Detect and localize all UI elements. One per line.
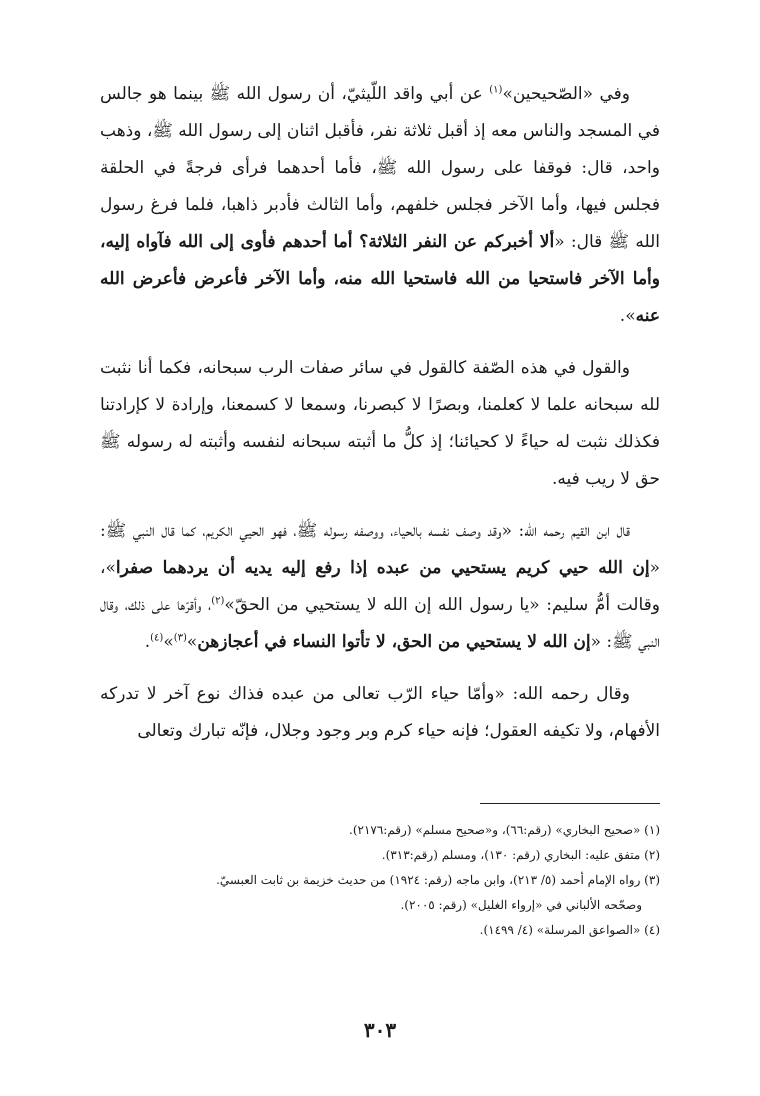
footnote-ref: (١) bbox=[489, 84, 503, 96]
text-run: . bbox=[144, 632, 151, 652]
footnote-ref: (٢) bbox=[211, 595, 225, 607]
hadith-quote: إن الله لا يستحيي من الحق، لا تأتوا النساء في أعجازهن bbox=[197, 632, 591, 652]
text-run: وقال رحمه الله: «وأمّا حياء الرّب تعالى من عبده فذاك نوع آخر لا تدركه الأفهام، ولا تكيفه العقول؛ فإنه حياء كرم وبر وجود وجلال، فإنّه تبارك وتعالى bbox=[100, 684, 660, 741]
footnote: (٢) متفق عليه: البخاري (رقم: ١٣٠)، ومسلم (رقم:٣١٣). bbox=[381, 848, 660, 862]
text-run: »، وقالت أمُّ سليم: «يا رسول الله إن الله لا يستحيي من الحقّ» bbox=[100, 558, 660, 615]
text-run: والقول في هذه الصّفة كالقول في سائر صفات الرب سبحانه، فكما أنا نثبت لله سبحانه علما لا كعلمنا، وبصرًا لا كبصرنا، وسمعا لا كسمعنا، وإرادة لا كإرادتنا فكذلك نثبت له حياءً لا كحيائنا؛ إذ كلُّ ما أثبته سبحانه لنفسه وأثبته له رسوله ﷺ حق لا ريب فيه. bbox=[100, 358, 660, 489]
footnote: (٣) رواه الإمام أحمد (٥/ ٢١٣)، وابن ماجه (رقم: ١٩٢٤) من حديث خزيمة بن ثابت العبسيّ. bbox=[216, 873, 660, 887]
text-run: » bbox=[186, 632, 198, 652]
text-run: وفي «الصّحيحين» bbox=[502, 84, 630, 104]
footnote: (٤) «الصواعق المرسلة» (٤/ ١٤٩٩). bbox=[479, 923, 660, 937]
text-run: عن أبي واقد اللّيثيّ، أن رسول الله ﷺ بينما هو جالس في المسجد والناس معه إذ أقبل ثلاثة نفر، فأقبل اثنان إلى رسول الله ﷺ، وذهب واحد، قال: فوقفا على رسول الله ﷺ، فأما أحدهما فرأى فرجةً في الحلقة فجلس فيها، وأما الآخر فجلس خلفهم، وأما الثالث فأدبر ذاهبا، فلما فرغ رسول الله ﷺ قال: « bbox=[100, 84, 660, 252]
footnote: وصحّحه الألباني في «إرواء الغليل» (رقم: ٢٠٠٥). bbox=[400, 898, 642, 912]
paragraph bbox=[100, 76, 660, 335]
footnotes bbox=[100, 818, 660, 943]
page-number: ٣٠٣ bbox=[363, 1018, 397, 1042]
text-run: ، وأقرّها على ذلك، وقال النبي ﷺ: « bbox=[100, 595, 660, 652]
main-text bbox=[100, 76, 660, 765]
paragraph bbox=[100, 350, 660, 498]
paragraph bbox=[100, 676, 660, 750]
text-run: » bbox=[163, 632, 174, 652]
footnote-ref: (٤) bbox=[150, 632, 164, 644]
text-run: ». bbox=[619, 306, 636, 326]
footnote-ref: (٣) bbox=[173, 632, 187, 644]
footnote-separator bbox=[480, 803, 660, 804]
text-run: قال ابن القيم رحمه الله: «وقد وصف نفسه بالحياء، ووصفه رسوله ﷺ، فهو الحيي الكريم، كما قال النبي ﷺ: « bbox=[100, 521, 660, 578]
footnote: (١) «صحيح البخاري» (رقم:٦٦)، و«صحيح مسلم» (رقم:٢١٧٦). bbox=[349, 823, 660, 837]
paragraph bbox=[100, 513, 660, 661]
hadith-quote: إن الله حيي كريم يستحيي من عبده إذا رفع إليه يديه أن يردهما صفرا bbox=[115, 558, 650, 578]
hadith-quote: ألا أخبركم عن النفر الثلاثة؟ أما أحدهم فأوى إلى الله فآواه إليه، وأما الآخر فاستحيا من الله فاستحيا الله منه، وأما الآخر فأعرض فأعرض الله عنه bbox=[100, 232, 660, 326]
